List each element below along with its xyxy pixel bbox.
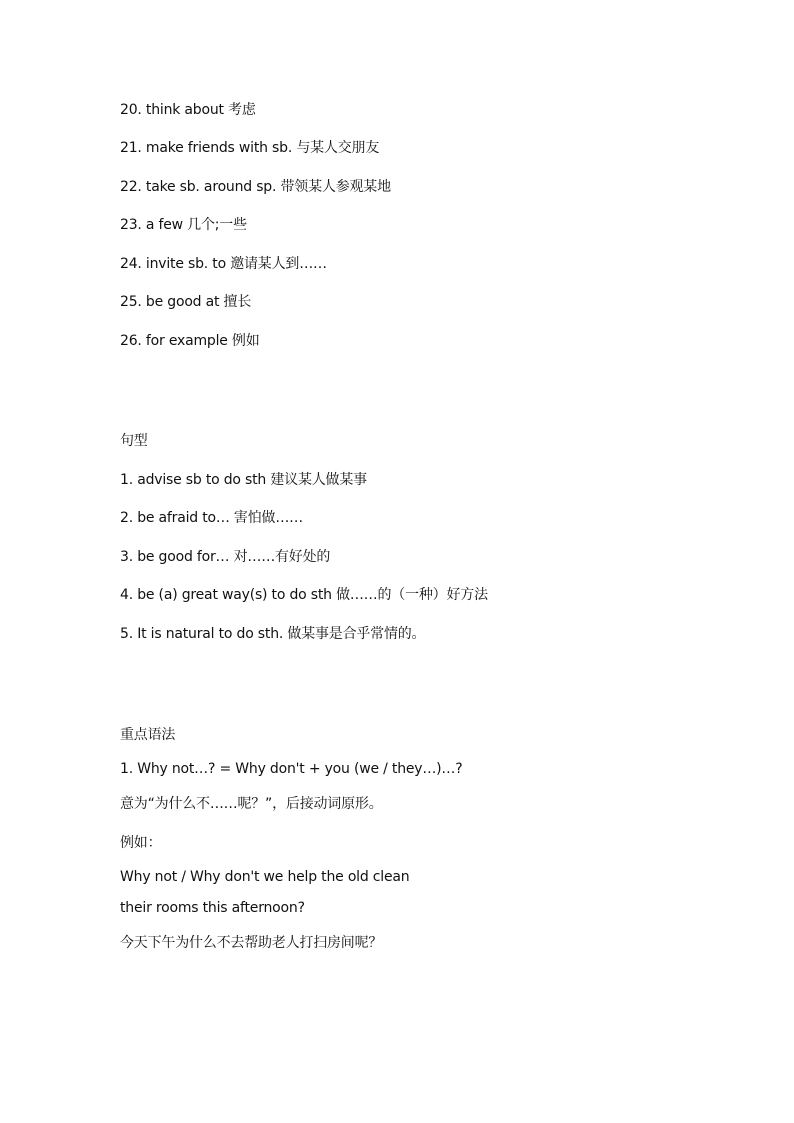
pattern-item: 1. advise sb to do sth 建议某人做某事 bbox=[120, 472, 367, 488]
phrase-item: 24. invite sb. to 邀请某人到…… bbox=[120, 256, 327, 272]
phrase-item: 23. a few 几个;一些 bbox=[120, 217, 247, 233]
pattern-item: 5. It is natural to do sth. 做某事是合乎常情的。 bbox=[120, 626, 426, 642]
section-heading-patterns: 句型 bbox=[120, 433, 148, 449]
example-chinese-translation: 今天下午为什么不去帮助老人打扫房间呢？ bbox=[120, 935, 383, 951]
phrase-item: 26. for example 例如 bbox=[120, 333, 260, 349]
phrase-item: 21. make friends with sb. 与某人交朋友 bbox=[120, 140, 380, 156]
example-english-line: Why not / Why don't we help the old clean bbox=[120, 869, 410, 885]
phrase-item: 22. take sb. around sp. 带领某人参观某地 bbox=[120, 179, 391, 195]
example-english-line: their rooms this afternoon? bbox=[120, 900, 305, 916]
grammar-rule: 1. Why not…? = Why don't + you (we / they…)…? bbox=[120, 761, 463, 777]
phrase-item: 25. be good at 擅长 bbox=[120, 294, 252, 310]
pattern-item: 3. be good for… 对……有好处的 bbox=[120, 549, 331, 565]
grammar-meaning: 意为“为什么不……呢？”，后接动词原形。 bbox=[120, 796, 383, 812]
pattern-item: 4. be (a) great way(s) to do sth 做……的（一种）好方法 bbox=[120, 587, 488, 603]
section-heading-grammar: 重点语法 bbox=[120, 727, 176, 743]
pattern-item: 2. be afraid to… 害怕做…… bbox=[120, 510, 303, 526]
example-label: 例如： bbox=[120, 835, 162, 851]
phrase-item: 20. think about 考虑 bbox=[120, 102, 256, 118]
